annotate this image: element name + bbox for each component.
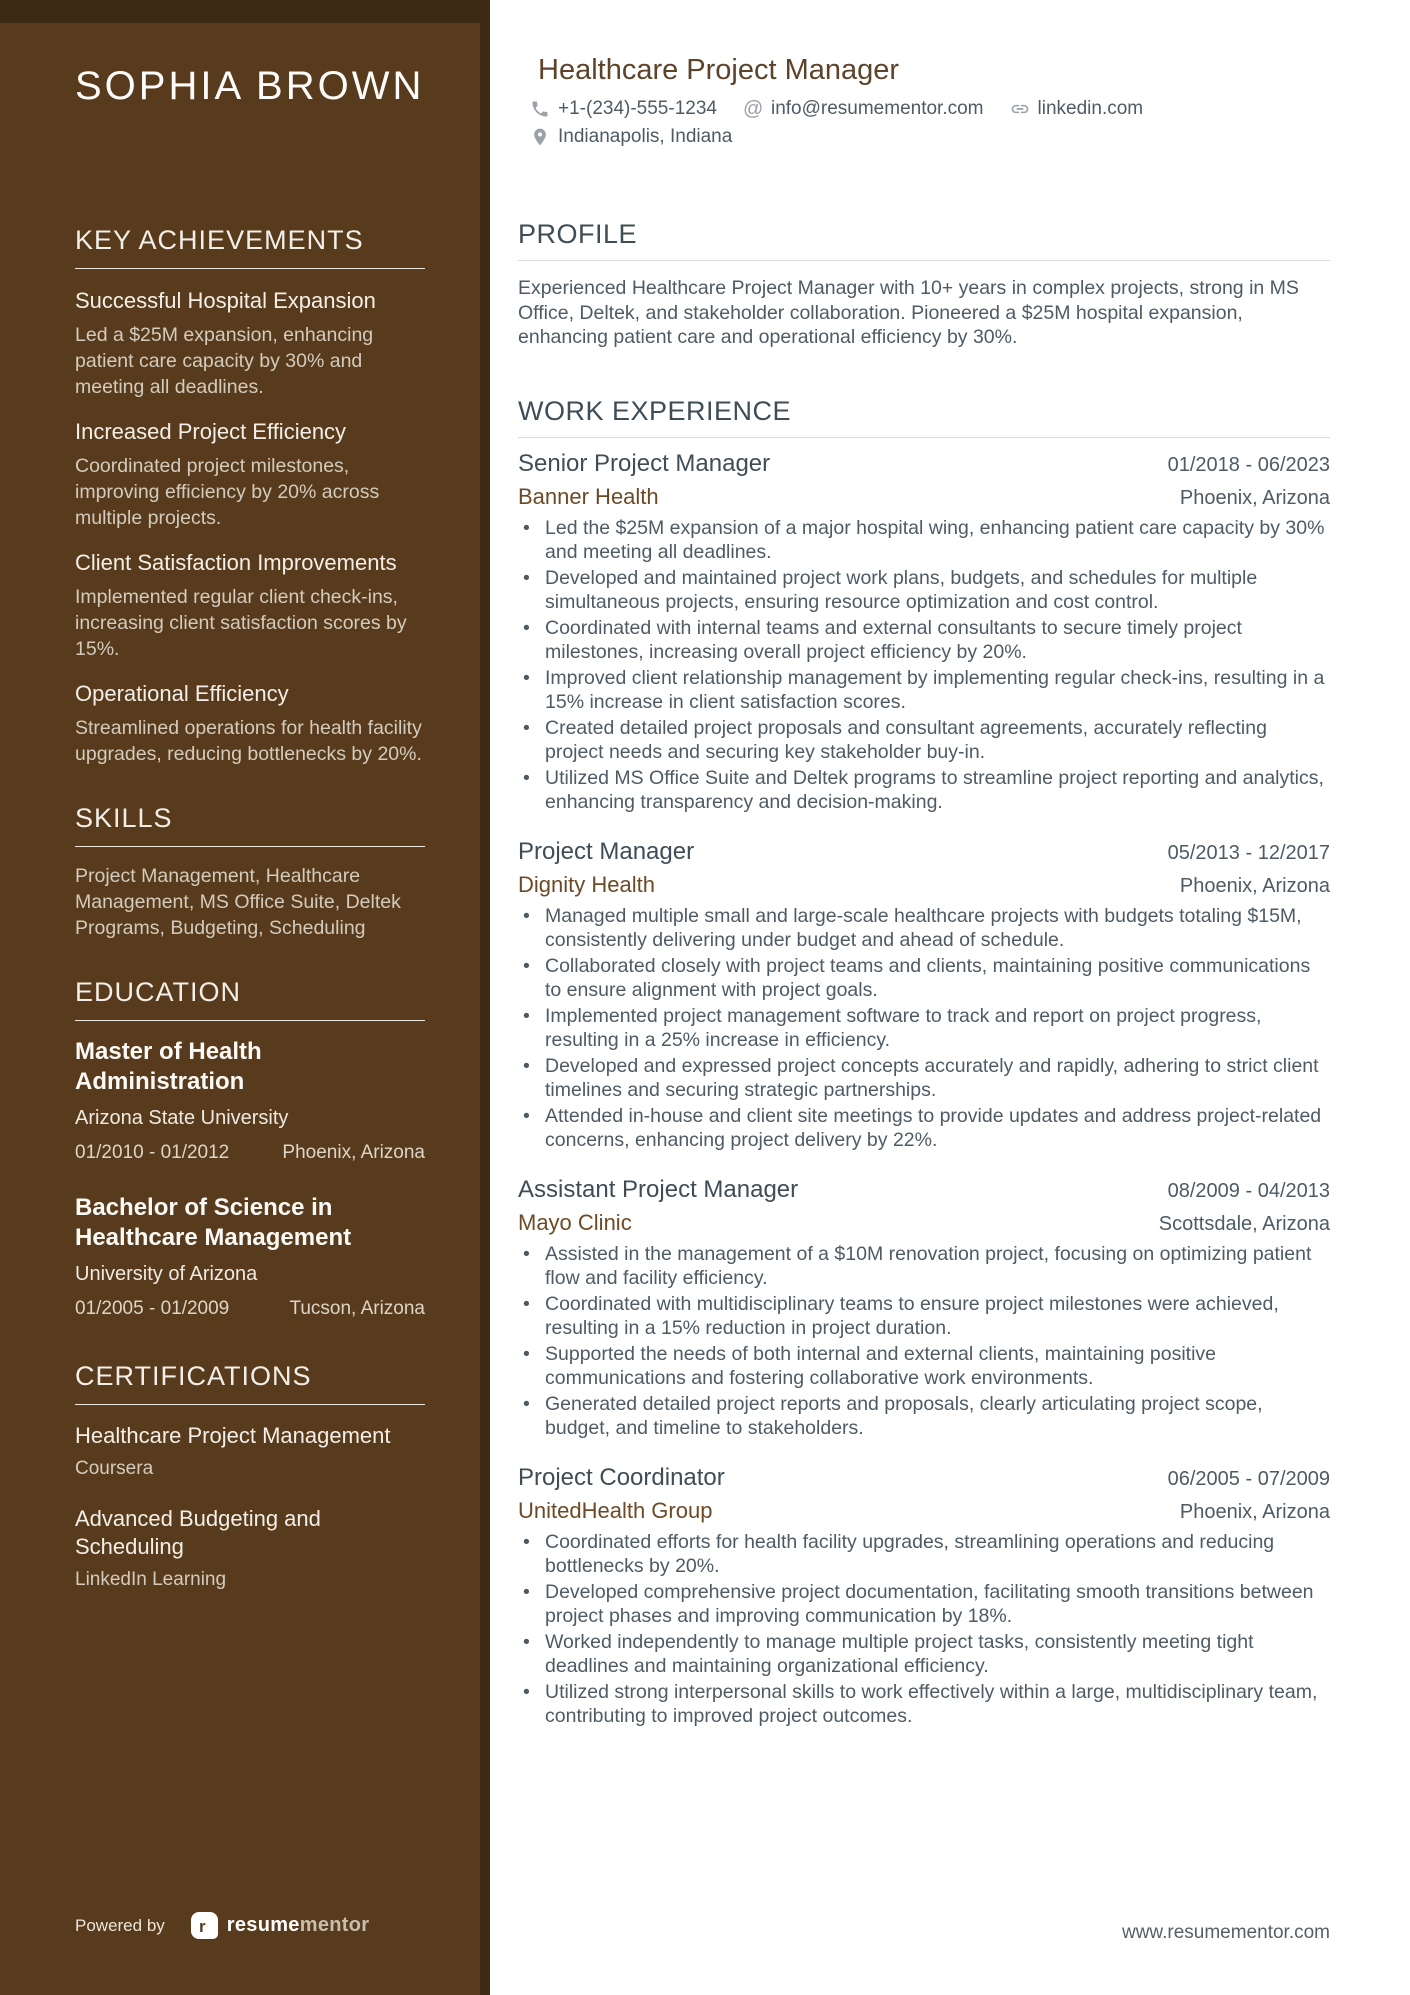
job-company: Dignity Health bbox=[518, 871, 655, 897]
key-achievements-section bbox=[75, 225, 425, 767]
education-location: Tucson, Arizona bbox=[289, 1298, 425, 1319]
job-bullet: • Attended in-house and client site meetings to provide updates and address project-related concerns, enhancing project delivery by 22%. bbox=[518, 1104, 1330, 1152]
sidebar bbox=[0, 0, 490, 1995]
job-bullet: • Coordinated efforts for health facility upgrades, streamlining operations and reducing bottlenecks by 20%. bbox=[518, 1530, 1330, 1578]
job-location: Phoenix, Arizona bbox=[1179, 874, 1330, 897]
job-dates: 01/2018 - 06/2023 bbox=[1167, 453, 1330, 476]
job-bullet: • Utilized strong interpersonal skills to work effectively within a large, multidisciplinary team, contributing to improved project outcomes. bbox=[518, 1680, 1330, 1728]
location-pin-icon bbox=[530, 127, 550, 147]
job-header bbox=[518, 1464, 1330, 1492]
achievement-heading: Increased Project Efficiency bbox=[75, 419, 347, 444]
skills-title: SKILLS bbox=[75, 803, 425, 847]
work-experience-section bbox=[518, 396, 1330, 1728]
job-location: Phoenix, Arizona bbox=[1179, 486, 1330, 509]
job-bullet: • Worked independently to manage multiple project tasks, consistently meeting tight deadlines and maintaining organizational efficiency. bbox=[518, 1630, 1330, 1678]
job-subheader bbox=[518, 484, 1330, 510]
job-company: UnitedHealth Group bbox=[518, 1497, 713, 1523]
degree-name: Master of Health Administration bbox=[75, 1038, 262, 1095]
certification-name: Advanced Budgeting and Scheduling bbox=[75, 1506, 321, 1559]
job-bullet: • Developed and maintained project work plans, budgets, and schedules for multiple simultaneous projects, ensuring resource optimization and cost control. bbox=[518, 566, 1330, 614]
job-title: Assistant Project Manager bbox=[518, 1175, 799, 1203]
achievement-item bbox=[75, 418, 425, 531]
degree-name: Bachelor of Science in Healthcare Management bbox=[75, 1194, 352, 1251]
education-location: Phoenix, Arizona bbox=[282, 1142, 425, 1163]
education-meta bbox=[75, 1297, 425, 1321]
achievement-body: Implemented regular client check-ins, increasing client satisfaction scores by 15%. bbox=[75, 586, 407, 660]
job-header bbox=[518, 838, 1330, 866]
job-subheader bbox=[518, 1210, 1330, 1236]
achievement-body: Led a $25M expansion, enhancing patient care capacity by 30% and meeting all deadlines. bbox=[75, 324, 374, 398]
achievement-body: Streamlined operations for health facility upgrades, reducing bottlenecks by 20%. bbox=[75, 717, 422, 765]
brand-light: mentor bbox=[299, 1914, 370, 1936]
job-bullet: • Coordinated with multidisciplinary teams to ensure project milestones were achieved, resulting in a 15% reduction in project duration. bbox=[518, 1292, 1330, 1340]
job-title: Senior Project Manager bbox=[518, 449, 771, 477]
job-dates: 05/2013 - 12/2017 bbox=[1167, 841, 1330, 864]
profile-title: PROFILE bbox=[518, 219, 1330, 261]
achievement-item bbox=[75, 680, 425, 767]
key-achievements-title: KEY ACHIEVEMENTS bbox=[75, 225, 425, 269]
work-experience-title: WORK EXPERIENCE bbox=[518, 396, 1330, 438]
email-contact[interactable] bbox=[743, 97, 984, 121]
location-contact bbox=[530, 125, 732, 149]
website-url[interactable]: www.resumementor.com bbox=[1121, 1922, 1330, 1943]
achievement-body: Coordinated project milestones, improving efficiency by 20% across multiple projects. bbox=[75, 455, 380, 529]
achievement-item bbox=[75, 287, 425, 400]
job-bullets bbox=[518, 904, 1330, 1152]
phone-contact[interactable] bbox=[530, 97, 717, 121]
job-title: Project Manager bbox=[518, 837, 695, 865]
job-company: Mayo Clinic bbox=[518, 1209, 632, 1235]
education-meta bbox=[75, 1141, 425, 1165]
job-bullet: • Coordinated with internal teams and external consultants to secure timely project milestones, increasing overall project efficiency by 20%. bbox=[518, 616, 1330, 664]
powered-by-footer bbox=[75, 1912, 369, 1939]
phone-icon bbox=[530, 99, 550, 119]
certification-issuer: Coursera bbox=[75, 1458, 154, 1479]
powered-by-label: Powered by bbox=[75, 1915, 165, 1935]
job-bullets bbox=[518, 516, 1330, 814]
job-bullet: • Implemented project management software to track and report on project progress, resulting in a 25% increase in efficiency. bbox=[518, 1004, 1330, 1052]
job-bullet: • Led the $25M expansion of a major hospital wing, enhancing patient care capacity by 30% and meeting all deadlines. bbox=[518, 516, 1330, 564]
job-bullet: • Developed comprehensive project documentation, facilitating smooth transitions between project phases and improving communication by 18%. bbox=[518, 1580, 1330, 1628]
job-location: Scottsdale, Arizona bbox=[1158, 1212, 1330, 1235]
education-title: EDUCATION bbox=[75, 977, 425, 1021]
job-subheader bbox=[518, 872, 1330, 898]
education-item bbox=[75, 1193, 425, 1321]
school-name: Arizona State University bbox=[75, 1107, 289, 1129]
job-bullet: • Supported the needs of both internal and external clients, maintaining positive communications and fostering collaborative work environments. bbox=[518, 1342, 1330, 1390]
education-item bbox=[75, 1037, 425, 1165]
brand-bold: resume bbox=[226, 1914, 300, 1936]
job-bullet: • Created detailed project proposals and consultant agreements, accurately reflecting project needs and securing key stakeholder buy-in. bbox=[518, 716, 1330, 764]
email-address: info@resumementor.com bbox=[770, 98, 984, 119]
sidebar-content bbox=[75, 66, 425, 1592]
job-bullet: • Developed and expressed project concepts accurately and rapidly, adhering to strict client timelines and securing strategic partnerships. bbox=[518, 1054, 1330, 1102]
contact-info bbox=[530, 97, 1330, 149]
certification-issuer: LinkedIn Learning bbox=[75, 1569, 227, 1590]
job-subheader bbox=[518, 1498, 1330, 1524]
achievement-heading: Successful Hospital Expansion bbox=[75, 288, 376, 313]
job-header bbox=[518, 1176, 1330, 1204]
education-dates: 01/2010 - 01/2012 bbox=[75, 1142, 230, 1163]
achievement-heading: Client Satisfaction Improvements bbox=[75, 550, 397, 575]
school-name: University of Arizona bbox=[75, 1263, 258, 1285]
linkedin-contact[interactable] bbox=[1010, 97, 1144, 121]
linkedin-url: linkedin.com bbox=[1037, 98, 1144, 119]
job-header bbox=[518, 450, 1330, 478]
contact-row-2 bbox=[530, 125, 1330, 149]
job-location: Phoenix, Arizona bbox=[1179, 1500, 1330, 1523]
sidebar-top-accent bbox=[0, 0, 490, 23]
page-title: Healthcare Project Manager bbox=[538, 54, 900, 86]
job-dates: 08/2009 - 04/2013 bbox=[1167, 1179, 1330, 1202]
link-icon bbox=[1010, 99, 1030, 119]
job-bullets bbox=[518, 1242, 1330, 1440]
job-company: Banner Health bbox=[518, 483, 659, 509]
job-title: Project Coordinator bbox=[518, 1463, 725, 1491]
job-entry bbox=[518, 838, 1330, 1152]
phone-number: +1-(234)-555-1234 bbox=[558, 98, 717, 119]
certification-name: Healthcare Project Management bbox=[75, 1423, 391, 1448]
contact-row-1 bbox=[530, 97, 1330, 121]
certification-item bbox=[75, 1422, 425, 1481]
at-icon: @ bbox=[742, 98, 764, 120]
profile-summary: Experienced Healthcare Project Manager with 10+ years in complex projects, strong in MS Office, Deltek, and stakeholder collaboration. Pioneered a $25M hospital expansion, enhancing patient care and operational efficiency by 30%. bbox=[518, 277, 1299, 348]
brand-wordmark bbox=[227, 1914, 370, 1937]
job-bullet: • Managed multiple small and large-scale healthcare projects with budgets totaling $15M, consistently delivering under budget and ahead of schedule. bbox=[518, 904, 1330, 952]
certifications-title: CERTIFICATIONS bbox=[75, 1361, 425, 1405]
sidebar-edge-accent bbox=[480, 0, 490, 1995]
resume-main bbox=[518, 0, 1330, 1943]
job-bullet: • Utilized MS Office Suite and Deltek programs to streamline project reporting and analytics, enhancing transparency and decision-making. bbox=[518, 766, 1330, 814]
education-section bbox=[75, 977, 425, 1321]
job-entry bbox=[518, 450, 1330, 814]
candidate-name: SOPHIA BROWN bbox=[75, 64, 425, 108]
job-bullet: • Collaborated closely with project teams and clients, maintaining positive communications to ensure alignment with project goals. bbox=[518, 954, 1330, 1002]
job-dates: 06/2005 - 07/2009 bbox=[1167, 1467, 1330, 1490]
achievement-heading: Operational Efficiency bbox=[75, 681, 289, 706]
certifications-section bbox=[75, 1361, 425, 1592]
skills-section bbox=[75, 803, 425, 941]
job-entry bbox=[518, 1176, 1330, 1440]
job-bullet: • Generated detailed project reports and proposals, clearly articulating project scope, budget, and timeline to stakeholders. bbox=[518, 1392, 1330, 1440]
resumementor-logo-icon bbox=[191, 1912, 218, 1939]
job-bullet: • Assisted in the management of a $10M renovation project, focusing on optimizing patient flow and facility efficiency. bbox=[518, 1242, 1330, 1290]
profile-section bbox=[518, 219, 1330, 350]
achievement-item bbox=[75, 549, 425, 662]
location-text: Indianapolis, Indiana bbox=[558, 126, 733, 147]
svg-text:r: r bbox=[198, 1917, 206, 1936]
job-entry bbox=[518, 1464, 1330, 1728]
job-bullets bbox=[518, 1530, 1330, 1728]
education-dates: 01/2005 - 01/2009 bbox=[75, 1298, 230, 1319]
certification-item bbox=[75, 1505, 425, 1592]
job-bullet: • Improved client relationship management by implementing regular check-ins, resulting in a 15% increase in client satisfaction scores. bbox=[518, 666, 1330, 714]
skills-list: Project Management, Healthcare Management, MS Office Suite, Deltek Programs, Budgeting, Scheduling bbox=[75, 865, 401, 939]
